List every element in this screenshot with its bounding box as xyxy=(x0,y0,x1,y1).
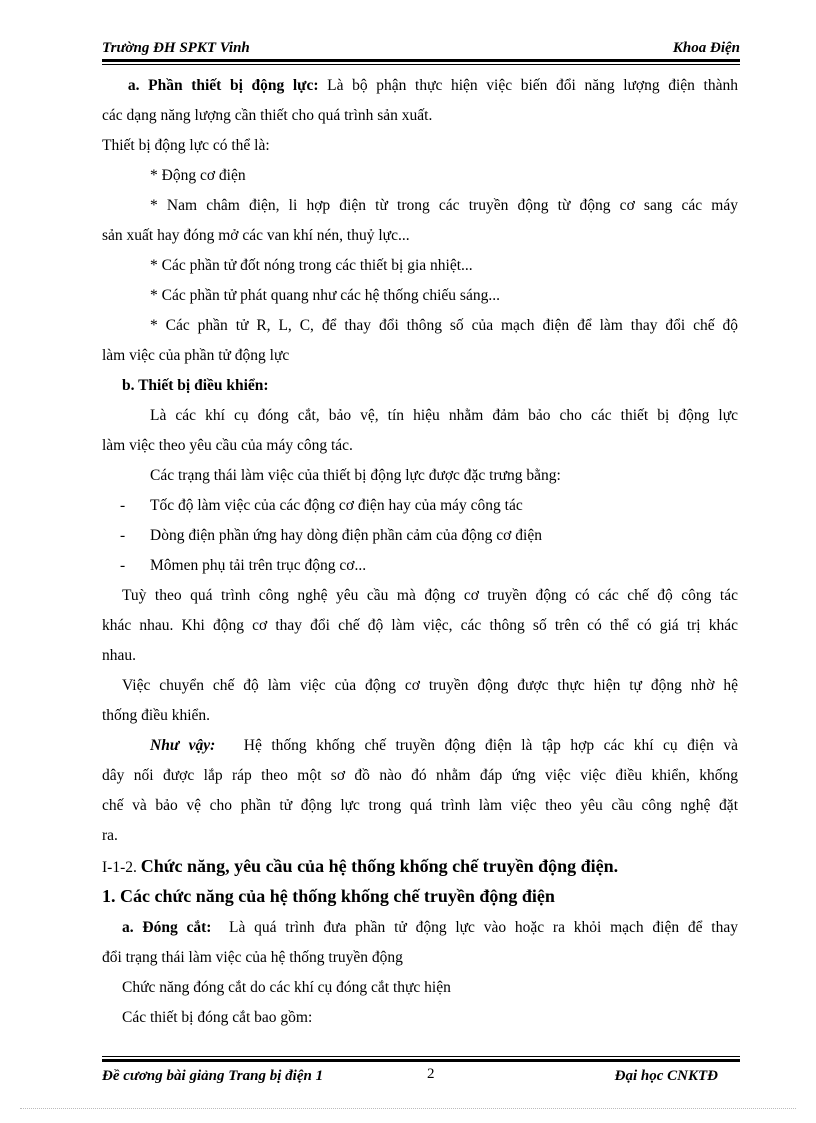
page-number: 2 xyxy=(427,1066,435,1082)
paragraph-line: các dạng năng lượng cần thiết cho quá trình sản xuất. xyxy=(102,107,433,124)
dash-marker: - xyxy=(120,557,126,574)
paragraph-line: đổi trạng thái làm việc của hệ thống truyền động xyxy=(102,949,403,966)
paragraph-line: làm việc theo yêu cầu của máy công tác. xyxy=(102,437,353,454)
paragraph-line: Là các khí cụ đóng cắt, bảo vệ, tín hiệu nhằm đảm bảo cho các thiết bị động lực xyxy=(150,407,738,424)
bullet-item: * Các phần tử phát quang như các hệ thống chiếu sáng... xyxy=(150,287,500,304)
paragraph-line: làm việc của phần tử động lực xyxy=(102,347,290,364)
dash-item: Tốc độ làm việc của các động cơ điện hay của máy công tác xyxy=(150,497,523,514)
footer-university: Đại học CNKTĐ xyxy=(614,1068,718,1084)
paragraph-line: Việc chuyển chế độ làm việc của động cơ truyền động được thực hiện tự động nhờ hệ xyxy=(122,677,738,694)
paragraph-device-power: a. Phần thiết bị động lực: Là bộ phận thực hiện việc biến đổi năng lượng điện thành xyxy=(127,77,738,94)
paragraph-line: ra. xyxy=(102,827,118,844)
paragraph-line: thống điều khiển. xyxy=(102,707,211,724)
paragraph-line: Chức năng đóng cắt do các khí cụ đóng cắt thực hiện xyxy=(122,979,451,996)
paragraph-conclusion: Như vậy: Hệ thống khống chế truyền động điện là tập hợp các khí cụ điện và xyxy=(150,737,738,754)
page-header xyxy=(102,38,740,60)
paragraph-line: Tuỳ theo quá trình công nghệ yêu cầu mà động cơ truyền động có các chế độ công tác xyxy=(122,587,738,604)
paragraph-line: sản xuất hay đóng mở các van khí nén, thuỷ lực... xyxy=(102,227,410,244)
paragraph-line: nhau. xyxy=(102,647,137,664)
header-rule-thick xyxy=(102,59,740,62)
label-conclusion: Như vậy: xyxy=(150,737,216,754)
dash-marker: - xyxy=(120,527,126,544)
label-switching: a. Đóng cắt: xyxy=(122,919,212,936)
bullet-item: * Các phần tử R, L, C, để thay đổi thông số của mạch điện để làm thay đổi chế độ xyxy=(150,317,738,334)
paragraph-switching: a. Đóng cắt: Là quá trình đưa phần tử động lực vào hoặc ra khỏi mạch điện để thay xyxy=(122,919,738,936)
paragraph-line: Các thiết bị đóng cắt bao gồm: xyxy=(122,1009,313,1026)
page-bottom-divider xyxy=(20,1108,796,1109)
header-rule-thin xyxy=(102,64,740,65)
bullet-item: * Các phần tử đốt nóng trong các thiết bị gia nhiệt... xyxy=(150,257,473,274)
bullet-item: * Động cơ điện xyxy=(150,167,246,184)
paragraph-line: dây nối được lắp ráp theo một sơ đồ nào đó nhằm đáp ứng việc việc điều khiển, khống xyxy=(102,767,738,784)
header-department: Khoa Điện xyxy=(672,40,740,56)
paragraph-line: chế và bảo vệ cho phần tử động lực trong quá trình làm việc theo yêu cầu công nghệ đặt xyxy=(102,797,738,814)
section-heading-i-1-2: I-1-2. Chức năng, yêu cầu của hệ thống khống chế truyền động điện. xyxy=(102,856,619,876)
dash-item: Dòng điện phần ứng hay dòng điện phần cảm của động cơ điện xyxy=(150,527,542,544)
paragraph-line: khác nhau. Khi động cơ thay đổi chế độ làm việc, các thông số trên có thể có giá trị khác xyxy=(102,617,738,634)
label-power-device: a. Phần thiết bị động lực: xyxy=(127,77,319,94)
paragraph-line: Thiết bị động lực có thể là: xyxy=(102,137,270,154)
footer-course-title: Đề cương bài giảng Trang bị điện 1 xyxy=(102,1068,324,1084)
dash-item: Mômen phụ tải trên trục động cơ... xyxy=(150,557,367,574)
header-school: Trường ĐH SPKT Vinh xyxy=(102,40,250,56)
section-heading-control: b. Thiết bị điều khiển: xyxy=(122,377,269,394)
paragraph-line: Các trạng thái làm việc của thiết bị động lực được đặc trưng bằng: xyxy=(150,467,561,484)
footer-rule-thin xyxy=(102,1056,740,1057)
subsection-heading: 1. Các chức năng của hệ thống khống chế truyền động điện xyxy=(102,886,555,906)
bullet-item: * Nam châm điện, li hợp điện từ trong các truyền động từ động cơ sang các máy xyxy=(150,197,738,214)
dash-marker: - xyxy=(120,497,126,514)
footer-rule-thick xyxy=(102,1059,740,1062)
page-footer xyxy=(102,1068,740,1090)
